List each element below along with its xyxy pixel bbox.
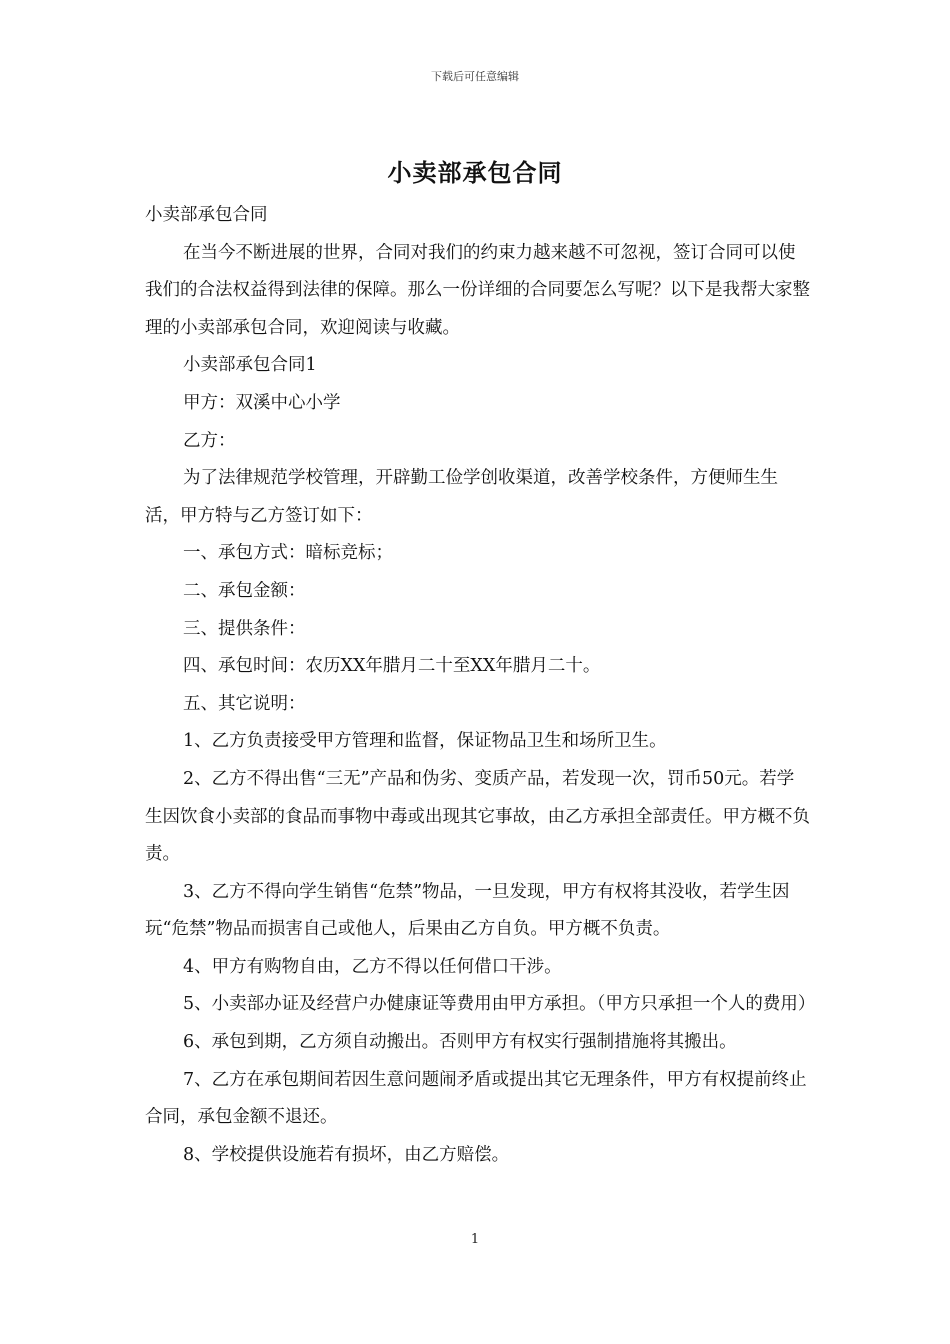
header-note: 下载后可任意编辑 <box>431 70 519 83</box>
item-1: 1、乙方负责接受甲方管理和监督，保证物品卫生和场所卫生。 <box>183 731 667 752</box>
item-5: 5、小卖部办证及经营户办健康证等费用由甲方承担。（甲方只承担一个人的费用） <box>183 994 816 1015</box>
paragraph-contract-heading: 小卖部承包合同1 <box>183 355 317 376</box>
paragraph-subtitle: 小卖部承包合同 <box>145 205 268 225</box>
item-7: 7、乙方在承包期间若因生意问题闹矛盾或提出其它无理条件，甲方有权提前终止合同，承包金额不退还。 <box>145 1069 807 1128</box>
item-3: 3、乙方不得向学生销售“危禁”物品，一旦发现，甲方有权将其没收，若学生因玩“危禁”物品而损害自己或他人，后果由乙方自负。甲方概不负责。 <box>145 881 790 940</box>
document-body <box>145 197 816 1174</box>
item-4: 4、甲方有购物自由，乙方不得以任何借口干涉。 <box>183 956 562 977</box>
clause-2: 二、承包金额： <box>183 580 306 601</box>
item-6: 6、承包到期，乙方须自动搬出。否则甲方有权实行强制措施将其搬出。 <box>183 1032 737 1053</box>
page-number: 1 <box>470 1232 480 1247</box>
item-8: 8、学校提供设施若有损坏，由乙方赔偿。 <box>183 1144 510 1165</box>
item-2: 2、乙方不得出售“三无”产品和伪劣、变质产品，若发现一次，罚币50元。若学生因饮食小卖部的食品而事物中毒或出现其它事故，由乙方承担全部责任。甲方概不负责。 <box>145 768 810 865</box>
paragraph-purpose: 为了法律规范学校管理，开辟勤工俭学创收渠道，改善学校条件，方便师生生活，甲方特与乙方签订如下： <box>145 468 778 526</box>
paragraph-party-a: 甲方：双溪中心小学 <box>183 392 341 413</box>
clause-1: 一、承包方式：暗标竞标； <box>183 543 393 564</box>
clause-3: 三、提供条件： <box>183 618 306 639</box>
paragraph-party-b: 乙方： <box>183 430 236 451</box>
clause-4: 四、承包时间：农历XX年腊月二十至XX年腊月二十。 <box>183 656 601 677</box>
paragraph-intro: 在当今不断进展的世界，合同对我们的约束力越来越不可忽视，签订合同可以使我们的合法权益得到法律的保障。那么一份详细的合同要怎么写呢？以下是我帮大家整理的小卖部承包合同，欢迎阅读与收藏。 <box>145 242 810 338</box>
clause-5: 五、其它说明： <box>183 693 306 714</box>
document-title: 小卖部承包合同 <box>387 158 563 187</box>
